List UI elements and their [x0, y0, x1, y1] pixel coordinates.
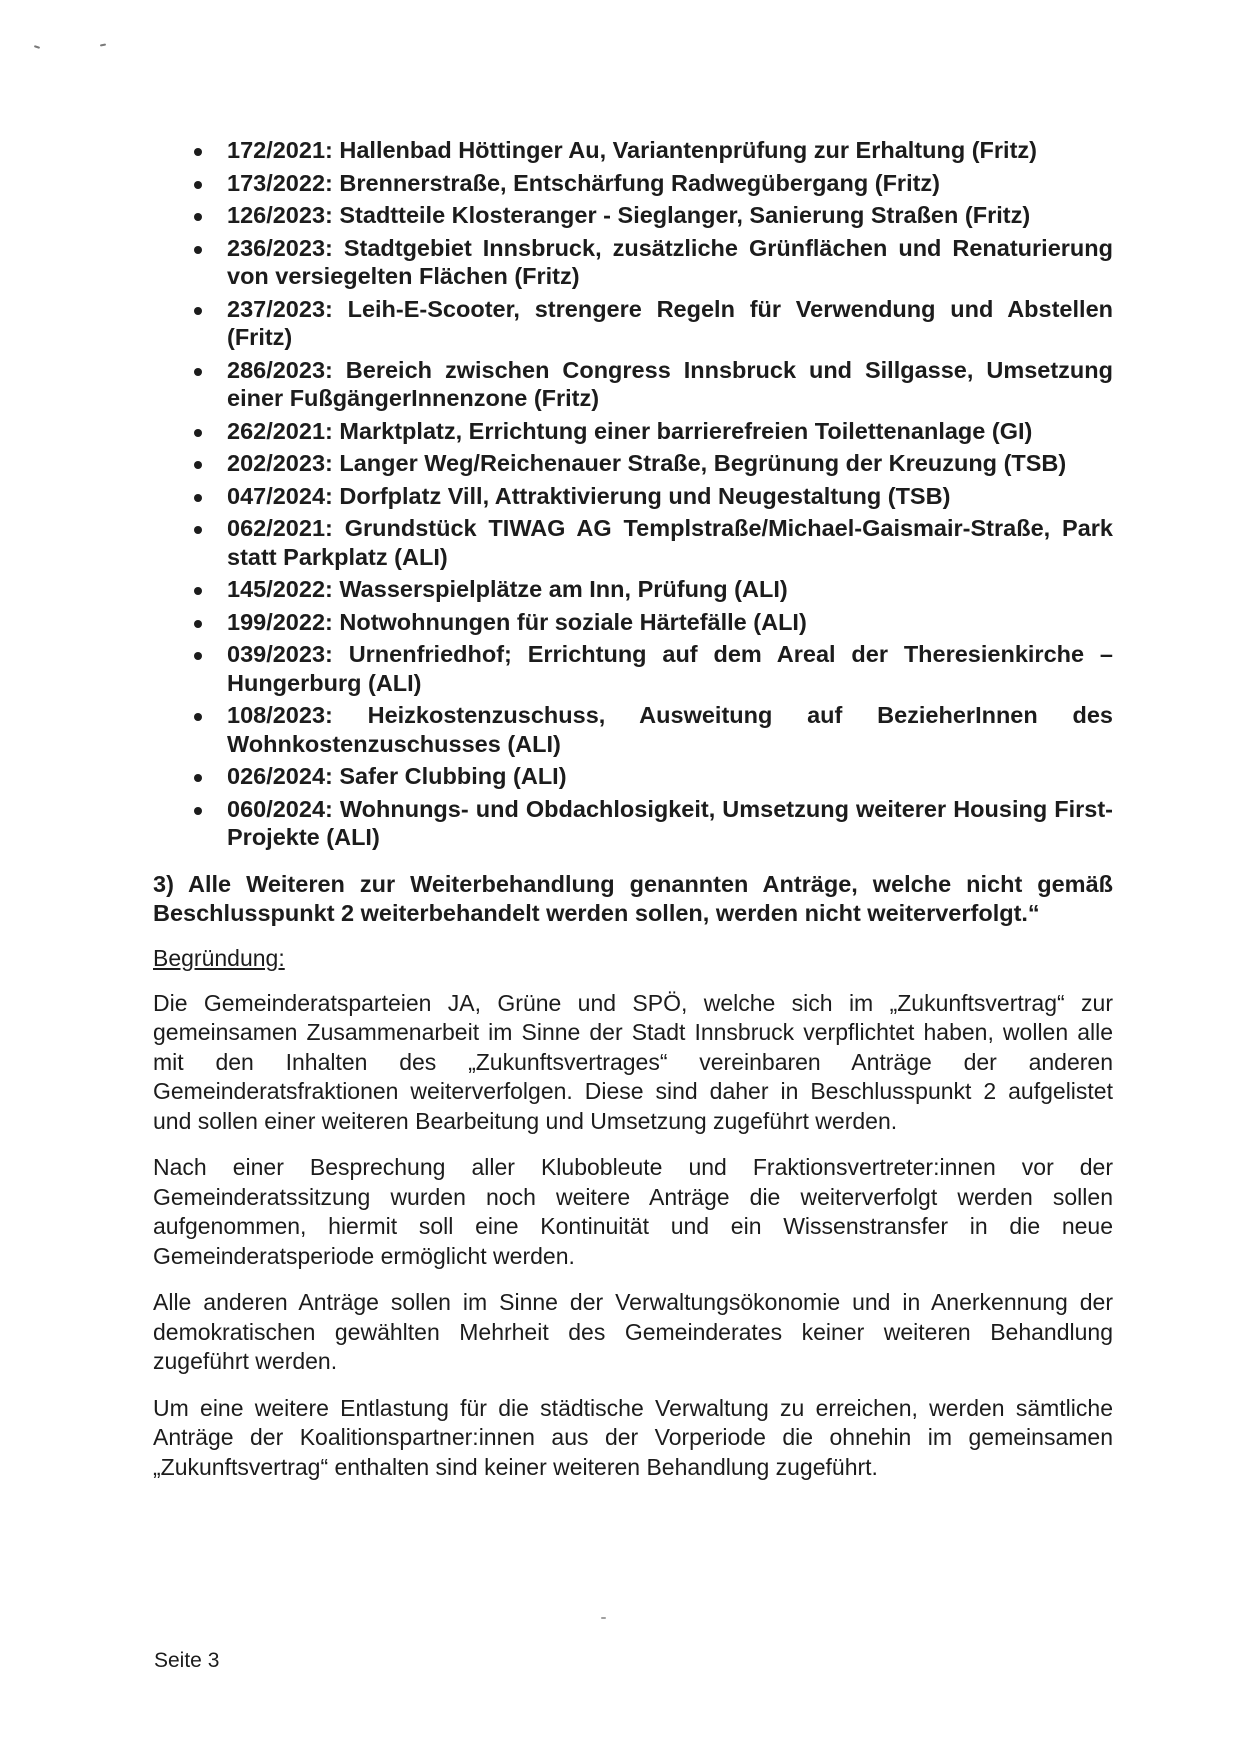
- list-item: [153, 795, 1113, 852]
- motion-text: 286/2023: Bereich zwischen Congress Innsbruck und Sillgasse, Umsetzung einer FußgängerInnenzone (Fritz): [227, 356, 1113, 411]
- page-number: Seite 3: [154, 1649, 220, 1672]
- document-body: [153, 136, 1113, 1482]
- motion-text: 199/2022: Notwohnungen für soziale Härtefälle (ALI): [227, 608, 807, 635]
- motion-text: 060/2024: Wohnungs- und Obdachlosigkeit, Umsetzung weiterer Housing First-Projekte (ALI): [227, 795, 1113, 850]
- list-item: [153, 136, 1113, 165]
- list-item: [153, 356, 1113, 413]
- motion-list: [153, 136, 1113, 852]
- motion-text: 236/2023: Stadtgebiet Innsbruck, zusätzliche Grünflächen und Renaturierung von versiegelten Flächen (Fritz): [227, 234, 1113, 289]
- bullet-icon: [194, 461, 202, 469]
- motion-text: 026/2024: Safer Clubbing (ALI): [227, 763, 567, 789]
- bullet-icon: [194, 652, 202, 660]
- list-item: [153, 417, 1113, 446]
- reasoning-heading: Begründung:: [153, 944, 285, 971]
- bullet-icon: [194, 429, 202, 437]
- bullet-icon: [194, 526, 202, 534]
- scan-artifact: [100, 43, 106, 46]
- motion-text: 145/2022: Wasserspielplätze am Inn, Prüfung (ALI): [227, 576, 788, 602]
- scan-artifact: [34, 45, 40, 49]
- motion-text: 126/2023: Stadtteile Klosteranger - Sieglanger, Sanierung Straßen (Fritz): [227, 202, 1031, 228]
- bullet-icon: [194, 148, 202, 156]
- bullet-icon: [194, 620, 202, 628]
- bullet-icon: [194, 494, 202, 502]
- motion-text: 173/2022: Brennerstraße, Entschärfung Radwegübergang (Fritz): [227, 169, 940, 196]
- motion-text: 172/2021: Hallenbad Höttinger Au, Variantenprüfung zur Erhaltung (Fritz): [227, 137, 1037, 163]
- bullet-icon: [194, 181, 202, 189]
- bullet-icon: [194, 774, 202, 782]
- bullet-icon: [194, 587, 202, 595]
- reasoning-paragraph: Alle anderen Anträge sollen im Sinne der Verwaltungsökonomie und in Anerkennung der demokratischen gewählten Mehrheit des Gemeinderates keiner weiteren Behandlung zugeführt werden.: [153, 1289, 1113, 1374]
- list-item: [153, 608, 1113, 637]
- reasoning-paragraph: Um eine weitere Entlastung für die städtische Verwaltung zu erreichen, werden sämtliche Anträge der Koalitionspartner:innen aus der Vorperiode die ohnehin im gemeinsamen „Zukunftsvertrag“ enthalten sind keiner weiteren Behandlung zugeführt.: [153, 1394, 1113, 1480]
- motion-text: 237/2023: Leih-E-Scooter, strengere Regeln für Verwendung und Abstellen (Fritz): [227, 295, 1113, 350]
- motion-text: 062/2021: Grundstück TIWAG AG Templstraße/Michael-Gaismair-Straße, Park statt Parkplatz (ALI): [227, 515, 1113, 570]
- reasoning-paragraph: Die Gemeinderatsparteien JA, Grüne und SPÖ, welche sich im „Zukunftsvertrag“ zur gemeinsamen Zusammenarbeit im Sinne der Stadt Innsbruck verpflichtet haben, wollen alle mit den Inhalten des „Zukunftsvertrages“ vereinbaren Anträge der anderen Gemeinderatsfraktionen weiterverfolgen. Diese sind daher in Beschlusspunkt 2 aufgelistet und sollen einer weiteren Bearbeitung und Umsetzung zugeführt werden.: [153, 989, 1113, 1134]
- reasoning-paragraph: Nach einer Besprechung aller Klubobleute und Fraktionsvertreter:innen vor der Gemeinderatssitzung wurden noch weitere Anträge die weiterverfolgt werden sollen aufgenommen, hiermit soll eine Kontinuität und ein Wissenstransfer in die neue Gemeinderatsperiode ermöglicht werden.: [153, 1154, 1113, 1269]
- motion-text: 047/2024: Dorfplatz Vill, Attraktivierung und Neugestaltung (TSB): [227, 482, 951, 509]
- motion-text: 108/2023: Heizkostenzuschuss, Ausweitung auf BezieherInnen des Wohnkostenzuschusses (ALI): [227, 702, 1113, 757]
- list-item: [153, 449, 1113, 478]
- bullet-icon: [194, 307, 202, 315]
- motion-text: 202/2023: Langer Weg/Reichenauer Straße, Begrünung der Kreuzung (TSB): [227, 450, 1067, 476]
- list-item: [153, 575, 1113, 604]
- bullet-icon: [194, 368, 202, 376]
- list-item: [153, 201, 1113, 230]
- list-item: [153, 762, 1113, 791]
- list-item: [153, 295, 1113, 352]
- list-item: [153, 514, 1113, 571]
- bullet-icon: [194, 213, 202, 221]
- list-item: [153, 482, 1113, 511]
- motion-text: 039/2023: Urnenfriedhof; Errichtung auf dem Areal der Theresienkirche – Hungerburg (ALI): [227, 641, 1113, 696]
- bullet-icon: [194, 246, 202, 254]
- scan-artifact: [601, 1617, 606, 1619]
- list-item: [153, 234, 1113, 291]
- resolution-point-3: 3) Alle Weiteren zur Weiterbehandlung genannten Anträge, welche nicht gemäß Beschlusspunkt 2 weiterbehandelt werden sollen, werden nicht weiterverfolgt.“: [153, 870, 1113, 926]
- list-item: [153, 701, 1113, 758]
- list-item: [153, 640, 1113, 697]
- bullet-icon: [194, 807, 202, 815]
- bullet-icon: [194, 713, 202, 721]
- list-item: [153, 169, 1113, 198]
- motion-text: 262/2021: Marktplatz, Errichtung einer barrierefreien Toilettenanlage (GI): [227, 417, 1033, 444]
